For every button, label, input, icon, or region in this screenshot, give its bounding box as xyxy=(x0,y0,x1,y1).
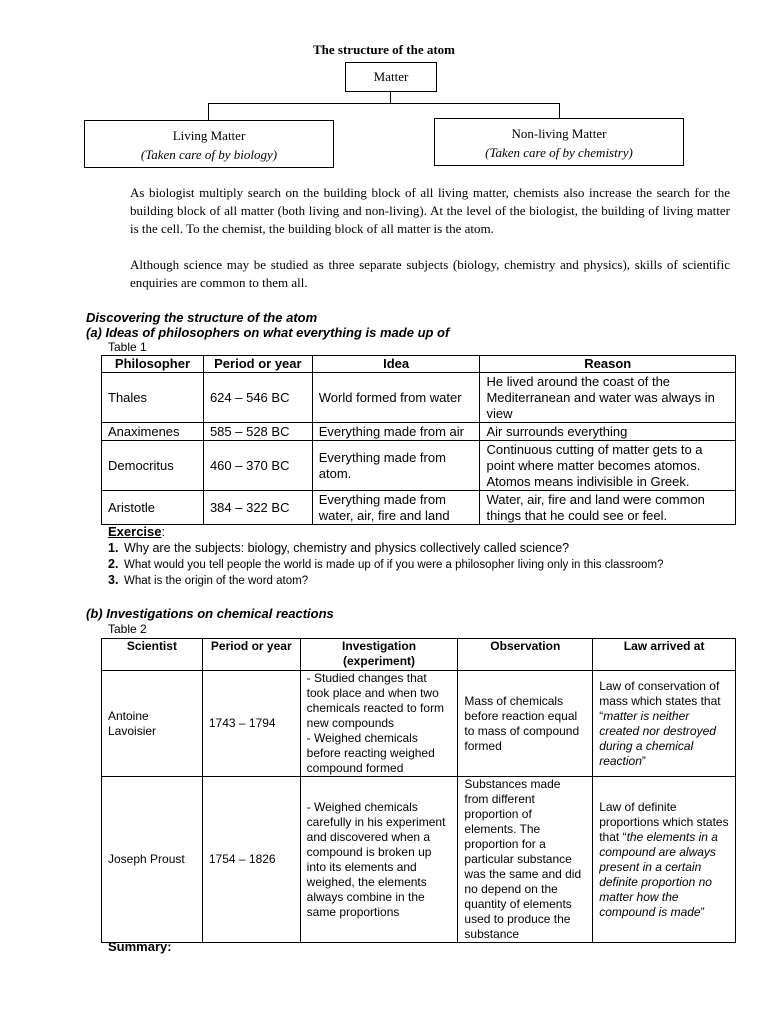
exercise-number: 2. xyxy=(108,557,119,571)
summary-heading: Summary: xyxy=(108,939,172,954)
table-cell: 585 – 528 BC xyxy=(203,423,312,441)
exercise-label: Exercise xyxy=(108,524,162,539)
table-cell: Aristotle xyxy=(102,491,204,525)
table-cell: Everything made from atom. xyxy=(312,441,480,491)
scientists-table xyxy=(101,638,736,943)
subsection-a-heading: (a) Ideas of philosophers on what everything is made up of xyxy=(86,325,450,340)
table-header: Philosopher xyxy=(102,356,204,373)
table-cell: 384 – 322 BC xyxy=(203,491,312,525)
table-header: Reason xyxy=(480,356,736,373)
table-header: Period or year xyxy=(203,356,312,373)
table-cell: Joseph Proust xyxy=(102,777,203,943)
table-cell xyxy=(593,671,736,777)
table-cell: 1754 – 1826 xyxy=(202,777,300,943)
exercise-text: What is the origin of the word atom? xyxy=(124,575,309,587)
table-cell: World formed from water xyxy=(312,373,480,423)
table-cell: - Weighed chemicals carefully in his experiment and discovered when a compound is broken up into its elements and weighed, the elements always combine in the same proportions xyxy=(300,777,458,943)
table-cell: Water, air, fire and land were common things that he could see or feel. xyxy=(480,491,736,525)
living-matter-title: Living Matter xyxy=(172,128,246,143)
table-row xyxy=(102,491,736,525)
table-row xyxy=(102,373,736,423)
table-cell: Continuous cutting of matter gets to a point where matter becomes atomos. Atomos means indivisible in Greek. xyxy=(480,441,736,491)
table-cell: - Studied changes that took place and when two chemicals reacted to form new compounds - Weighed chemicals before reacting weighed compound formed xyxy=(300,671,458,777)
table-row xyxy=(102,441,736,491)
law-text: Law of definite proportions which states that “ xyxy=(599,799,729,844)
subsection-b-heading: (b) Investigations on chemical reactions xyxy=(86,606,334,621)
exercise-number: 1. xyxy=(108,541,119,555)
intro-paragraph: As biologist multiply search on the building block of all living matter, chemists also increase the search for the building block of all matter (both living and non-living). At the level of the biologist, the building of living matter is the cell. To the chemist, the building block of all matter is the atom. xyxy=(130,185,730,236)
table-header-row xyxy=(102,639,736,671)
section-heading: Discovering the structure of the atom xyxy=(86,310,318,325)
table-row xyxy=(102,671,736,777)
law-quote: matter is neither created nor destroyed during a chemical reaction xyxy=(599,708,716,768)
law-text: Law of conservation of mass which states that “ xyxy=(599,678,721,723)
philosophers-table xyxy=(101,355,736,525)
exercise-item xyxy=(108,541,569,555)
exercise-number: 3. xyxy=(108,573,119,587)
table-cell: Everything made from water, air, fire and land xyxy=(312,491,480,525)
science-paragraph: Although science may be studied as three separate subjects (biology, chemistry and physics), skills of scientific enquiries are common to them all. xyxy=(130,257,730,290)
connector-line xyxy=(208,103,209,120)
table-row xyxy=(102,777,736,943)
nonliving-matter-subtitle: (Taken care of by chemistry) xyxy=(485,145,633,160)
law-quote: the elements in a compound are always present in a certain definite proportion no matter how the compound is made xyxy=(599,829,718,919)
exercise-text: What would you tell people the world is made up of if you were a philosopher living only in this classroom? xyxy=(124,559,664,571)
exercise-item xyxy=(108,573,308,587)
exercise-text: Why are the subjects: biology, chemistry and physics collectively called science? xyxy=(124,541,570,555)
law-text: ” xyxy=(700,904,705,919)
table-cell: Anaximenes xyxy=(102,423,204,441)
living-matter-box xyxy=(84,120,334,168)
table-header: Investigation (experiment) xyxy=(300,639,458,671)
table-row xyxy=(102,423,736,441)
connector-line xyxy=(559,103,560,118)
nonliving-matter-title: Non-living Matter xyxy=(511,126,607,141)
table-cell: 624 – 546 BC xyxy=(203,373,312,423)
exercise-item xyxy=(108,557,664,571)
table-cell: Antoine Lavoisier xyxy=(102,671,203,777)
table-header: Law arrived at xyxy=(593,639,736,671)
table-header: Idea xyxy=(312,356,480,373)
table-cell: 1743 – 1794 xyxy=(202,671,300,777)
matter-box: Matter xyxy=(345,62,437,92)
table-header-row xyxy=(102,356,736,373)
table-cell: Everything made from air xyxy=(312,423,480,441)
table-cell: Mass of chemicals before reaction equal to mass of compound formed xyxy=(458,671,593,777)
table-cell: Thales xyxy=(102,373,204,423)
law-text: ” xyxy=(641,753,646,768)
table-cell: 460 – 370 BC xyxy=(203,441,312,491)
table-header: Observation xyxy=(458,639,593,671)
table-cell: Democritus xyxy=(102,441,204,491)
page-title: The structure of the atom xyxy=(312,42,455,57)
table-header: Scientist xyxy=(102,639,203,671)
table2-caption: Table 2 xyxy=(108,622,147,636)
living-matter-subtitle: (Taken care of by biology) xyxy=(140,147,278,162)
table-cell: Substances made from different proportion of elements. The proportion for a particular substance was the same and did no depend on the quantity of elements used to produce the substance xyxy=(458,777,593,943)
table-cell: Air surrounds everything xyxy=(480,423,736,441)
connector-line xyxy=(208,103,560,104)
table-cell: He lived around the coast of the Mediterranean and water was always in view xyxy=(480,373,736,423)
nonliving-matter-box xyxy=(434,118,684,166)
table-cell xyxy=(593,777,736,943)
table1-caption: Table 1 xyxy=(108,340,147,354)
exercise-heading: Exercise: xyxy=(108,524,166,539)
table-header: Period or year xyxy=(202,639,300,671)
